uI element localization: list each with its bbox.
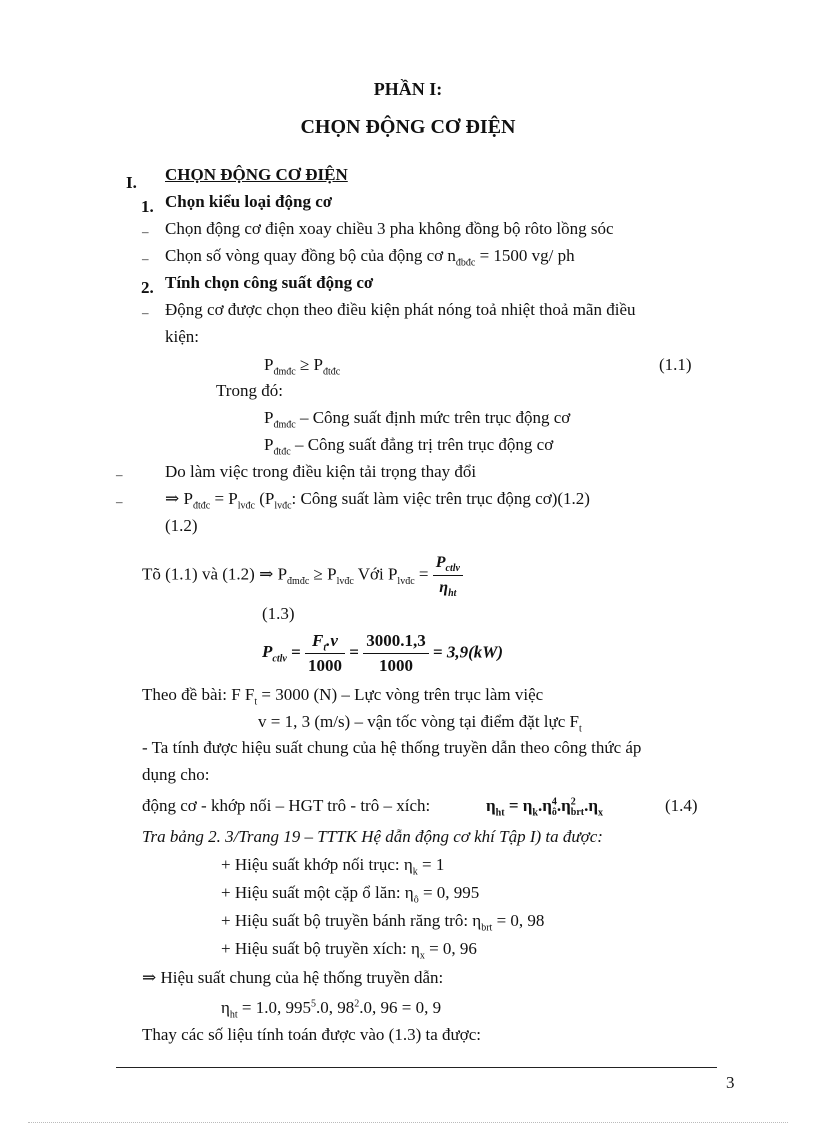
equation-1-2-number: (1.2) <box>165 516 198 535</box>
equation-1-4-number: (1.4) <box>665 796 698 815</box>
page-number: 3 <box>726 1073 735 1092</box>
power-fraction: $\frac{P_{ctlv}}{\eta_{ht}}$ <box>433 552 463 599</box>
bullet-dash-icon: – <box>116 494 123 509</box>
given-force: Theo đề bài: F $F_t = 3000$ (N) – Lực vòng trên trục làm việc <box>142 685 544 708</box>
footer-rule <box>116 1067 717 1068</box>
implies-arrow-icon: ⇒ <box>259 564 274 584</box>
total-efficiency-equation: $\eta_{ht} = 1.0$, $995^5.0$, $98^2.0$, 96 = 0, 9 <box>221 998 442 1021</box>
efficiency-bearing: + Hiệu suất một cặp ổ lăn: $\eta_ô = 0$, 995 <box>221 883 480 906</box>
efficiency-coupling: + Hiệu suất khớp nối trục: $\eta_k = 1$ <box>221 855 445 878</box>
bullet-dash-icon: – <box>142 251 149 266</box>
section-title: CHỌN ĐỘNG CƠ ĐIỆN <box>165 165 348 184</box>
section-number: I. <box>126 173 137 192</box>
total-efficiency-title: ⇒ Hiệu suất chung của hệ thống truyền dẫn: <box>142 968 444 987</box>
definition-rated-power: $P_{đmđc}$ – Công suất định mức trên trục động cơ <box>264 408 571 431</box>
drive-chain: động cơ - khớp nối – HGT trô - trô – xích: <box>142 796 431 815</box>
bullet-dash-icon: – <box>116 467 123 482</box>
given-velocity: v = 1, 3 (m/s) – vận tốc vòng tại điểm đặt lực $F_t$ <box>258 712 582 735</box>
efficiency-gear: + Hiệu suất bộ truyền bánh răng trô: $\eta_{brt} = 0$, 98 <box>221 911 545 934</box>
page-title: CHỌN ĐỘNG CƠ ĐIỆN <box>300 116 516 138</box>
derivation-line: Tõ (1.1) và (1.2) ⇒ $P_{đmđc} \ge P_{lvđc}$ Với $P_{lvđc}$ = $\frac{P_{ctlv}}{\eta_{ht}}$ <box>142 552 463 599</box>
efficiency-intro: - Ta tính được hiệu suất chung của hệ thống truyền dẫn theo công thức áp <box>142 738 642 757</box>
part-heading: PHẦN I: <box>373 79 443 99</box>
table-reference: Tra bảng 2. 3/Trang 19 – TTTK Hệ dẫn động cơ khí Tập I) ta được: <box>142 827 603 846</box>
subsection-2-title: Tính chọn công suất động cơ <box>165 273 374 292</box>
equation-1-3-number: (1.3) <box>262 604 295 623</box>
subsection-1-number: 1. <box>141 197 154 216</box>
bullet-dash-icon: – <box>142 305 149 320</box>
equation-1-1: $P_{đmđc} \ge P_{đtđc}$ <box>264 355 341 378</box>
bullet-variable-load: Do làm việc trong điều kiện tải trọng thay đổi <box>165 462 477 481</box>
bullet-dash-icon: – <box>142 224 149 239</box>
substitution-line: Thay các số liệu tính toán được vào (1.3) ta được: <box>142 1025 481 1044</box>
bullet-sync-speed: Chọn số vòng quay đồng bộ của động cơ $n_{đbđc} = 1500$ vg/ ph <box>165 246 575 269</box>
subsection-1-title: Chọn kiểu loại động cơ <box>165 192 333 211</box>
bullet-condition-cont: kiện: <box>165 327 199 346</box>
efficiency-chain: + Hiệu suất bộ truyền xích: $\eta_x = 0$, 96 <box>221 939 477 962</box>
working-power-calculation: $P_{ctlv}$ = $\frac{F_t.v}{1000}$ = $\frac{3000.1,3}{1000}$ = 3,9(kW) <box>262 631 504 675</box>
bullet-motor-type: Chọn động cơ điện xoay chiều 3 pha không đồng bộ rôto lồng sóc <box>165 219 614 238</box>
equation-1-1-number: (1.1) <box>659 355 692 374</box>
subsection-2-number: 2. <box>141 278 154 297</box>
definition-equivalent-power: $P_{đtđc}$ – Công suất đẳng trị trên trục động cơ <box>264 435 554 458</box>
implies-arrow-icon: ⇒ <box>165 489 180 508</box>
bullet-implies-working-power: ⇒ $P_{đtđc} = P_{lvđc}$ ($P_{lvđc}$: Công suất làm việc trên trục động cơ)(1.2) <box>165 489 590 512</box>
where-label: Trong đó: <box>216 381 283 400</box>
efficiency-formula: $\eta_{ht} = \eta_k.\eta^4_ô.\eta^2_{brt}.\eta_x$ <box>486 796 604 819</box>
bullet-condition: Động cơ được chọn theo điều kiện phát nóng toả nhiệt thoả mãn điều <box>165 300 636 319</box>
implies-arrow-icon: ⇒ <box>142 968 157 987</box>
efficiency-intro-cont: dụng cho: <box>142 765 210 784</box>
